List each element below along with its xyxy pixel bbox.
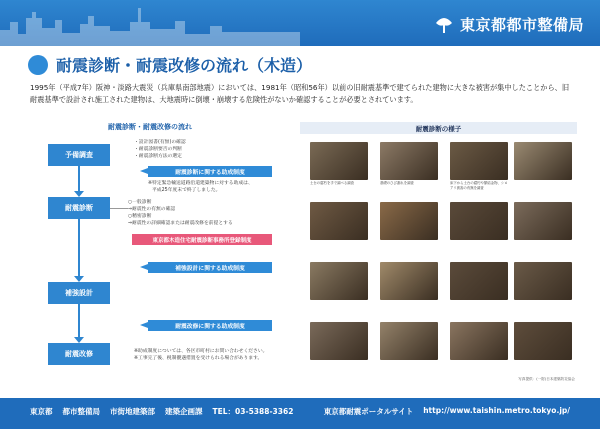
photo-caption [310, 241, 368, 251]
photo-caption: 基礎のひび割れを調査 [380, 181, 414, 185]
diagnosis-photo [514, 142, 572, 180]
diagnosis-method: ⇒耐震性の詳細確認または耐震改修を前提とする [128, 221, 233, 226]
subsidy-retrofit-label: 耐震改修に関する助成制度 [148, 320, 272, 331]
photo-caption [450, 361, 508, 371]
photo-cell [514, 322, 572, 371]
diagnosis-photo [310, 202, 368, 240]
diagnosis-photo [380, 322, 438, 360]
photo-caption [310, 361, 368, 371]
photo-caption: 床下から土台の腐朽や緊結金物、シロアリ被害の有無を調査 [450, 181, 508, 190]
photo-heading: 耐震診断の様子 [300, 122, 577, 134]
photo-panel [300, 122, 577, 384]
tokyo-logo [434, 14, 584, 35]
diagnosis-method: ○一般診断 [128, 200, 152, 205]
org-name: 東京都都市整備局 [459, 16, 584, 34]
photo-cell [514, 142, 572, 191]
footer-section: 建築企画課 [165, 407, 203, 416]
diagnosis-photo [450, 322, 508, 360]
portal-url-link[interactable]: http://www.taishin.metro.tokyo.jp/ [423, 406, 570, 415]
diagnosis-photo [514, 262, 572, 300]
intro-text: 1995年（平成7年）阪神・淡路大震災（兵庫県南部地震）においては、1981年（昭和56年）以前の旧耐震基準で建てられた建物に大きな被害が集中したことから、旧耐震基準で設計され施工された建物は、大地震時に倒壊・崩壊する危険性がないか確認することが必要とされています。 [30, 83, 570, 104]
photo-caption [514, 181, 572, 191]
photo-caption [380, 241, 438, 251]
photo-cell [310, 202, 368, 251]
flow-section [30, 122, 295, 384]
photo-cell [380, 202, 438, 251]
page-title: 耐震診断・耐震改修の流れ（木造） [56, 56, 313, 75]
connector-line [110, 208, 128, 209]
photo-cell [310, 142, 368, 191]
photo-caption [380, 361, 438, 371]
photo-cell [450, 202, 508, 251]
diagnosis-photo [310, 262, 368, 300]
photo-cell [450, 262, 508, 311]
prelim-item: ・耐震診断要否の判断 [134, 147, 182, 152]
photo-cell [514, 262, 572, 311]
photo-caption [514, 241, 572, 251]
title-bullet-icon [28, 55, 48, 75]
diagnosis-photo [450, 262, 508, 300]
photo-cell [380, 262, 438, 311]
flow-connector [78, 219, 80, 278]
photo-caption [514, 361, 572, 371]
diagnosis-photo [450, 202, 508, 240]
photo-cell [380, 142, 438, 191]
footer-org: 東京都 [30, 407, 53, 416]
step-design: 補強設計 [48, 282, 110, 304]
footer-division: 市街地建築部 [110, 407, 155, 416]
footer-portal [324, 406, 570, 417]
photo-cell [310, 322, 368, 371]
footer-phone: TEL：03-5388-3362 [212, 407, 294, 416]
photo-caption [310, 301, 368, 311]
registry-label: 東京都木造住宅耐震診断事務所登録制度 [132, 234, 272, 245]
photo-cell [514, 202, 572, 251]
photo-caption [514, 301, 572, 311]
photo-cell [450, 322, 508, 371]
photo-credit: 写真提供：(一財)日本建築防災協会 [518, 377, 575, 381]
diagnosis-photo [514, 202, 572, 240]
portal-name: 東京都耐震ポータルサイト [323, 407, 414, 416]
step-prelim: 予備調査 [48, 144, 110, 166]
diagnosis-photo [380, 202, 438, 240]
footer-contact [30, 406, 293, 417]
flow-connector [78, 166, 80, 193]
flow-heading: 耐震診断・耐震改修の流れ [108, 123, 192, 131]
photo-cell [380, 322, 438, 371]
diagnosis-method: ⇒耐震性の有無の確認 [128, 207, 176, 212]
prelim-item: ・耐震診断方法の選定 [134, 154, 182, 159]
photo-caption [380, 301, 438, 311]
tokyo-ginkgo-icon [434, 15, 454, 35]
diagnosis-photo [380, 262, 438, 300]
diagnosis-photo [450, 142, 508, 180]
footer-bureau: 都市整備局 [62, 407, 100, 416]
step-retrofit: 耐震改修 [48, 343, 110, 365]
diagnosis-photo [380, 142, 438, 180]
footnote: ※助成制度については、各区市町村にお問い合わせください。 [134, 349, 268, 354]
photo-cell [310, 262, 368, 311]
photo-caption: 土台の腐朽を手で調べる調査 [310, 181, 355, 185]
photo-cell [450, 142, 508, 191]
subsidy-note: ※特定緊急輸送道路沿道建築物に対する助成は、 [148, 181, 253, 186]
photo-caption [450, 241, 508, 251]
city-skyline-graphic [0, 0, 300, 46]
step-diagnosis: 耐震診断 [48, 197, 110, 219]
prelim-item: ・設計図書(有無)の確認 [134, 140, 186, 145]
diagnosis-photo [310, 322, 368, 360]
diagnosis-photo [514, 322, 572, 360]
footnote: ※工事完了後、税制優遇措置を受けられる場合があります。 [134, 356, 263, 361]
header-bar [0, 0, 600, 46]
diagnosis-method: ○精密診断 [128, 214, 152, 219]
footer-bar [0, 398, 600, 429]
diagnosis-photo [310, 142, 368, 180]
page-title-row [28, 53, 312, 76]
flow-connector [78, 304, 80, 339]
subsidy-diagnosis-label: 耐震診断に関する助成制度 [148, 166, 272, 177]
subsidy-design-label: 補強設計に関する助成制度 [148, 262, 272, 273]
subsidy-note: 平成25年度末で終了しました。 [152, 188, 221, 193]
photo-caption [450, 301, 508, 311]
